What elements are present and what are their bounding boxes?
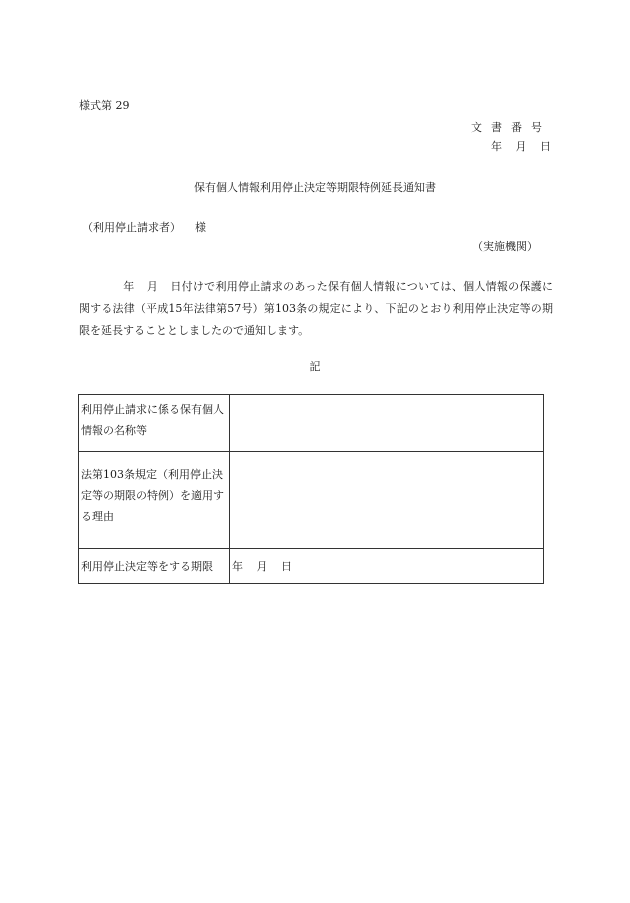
ki-heading: 記	[309, 360, 321, 373]
row-label: 利用停止請求に係る保有個人情報の名称等	[79, 395, 230, 452]
requester-label: （利用停止請求者）	[82, 221, 181, 234]
document-date-label: 年 月 日	[491, 140, 551, 153]
honorific: 様	[195, 221, 206, 234]
issuer-label: （実施機関）	[472, 240, 538, 253]
body-month: 月	[146, 280, 159, 293]
row-value	[230, 452, 544, 549]
details-table	[78, 394, 544, 584]
notice-body	[79, 276, 553, 342]
row-value	[230, 395, 544, 452]
deadline-date: 年 月 日	[230, 549, 544, 584]
form-number: 様式第 29	[79, 99, 130, 112]
row-label: 利用停止決定等をする期限	[79, 549, 230, 584]
document-number-label: 文書番号	[471, 121, 551, 134]
document-title: 保有個人情報利用停止決定等期限特例延長通知書	[194, 181, 436, 194]
body-year: 年	[123, 280, 135, 293]
addressee	[82, 219, 206, 235]
table-row	[79, 549, 544, 584]
table-row	[79, 452, 544, 549]
body-text: 日付けで利用停止請求のあった保有個人情報については、個人情報の保護に関する法律（平成15年法律第57号）第103条の規定により、下記のとおり利用停止決定等の期限を延長することとしましたので通知します。	[79, 280, 554, 337]
row-label: 法第103条規定（利用停止決定等の期限の特例）を適用する理由	[79, 452, 230, 549]
table-row	[79, 395, 544, 452]
